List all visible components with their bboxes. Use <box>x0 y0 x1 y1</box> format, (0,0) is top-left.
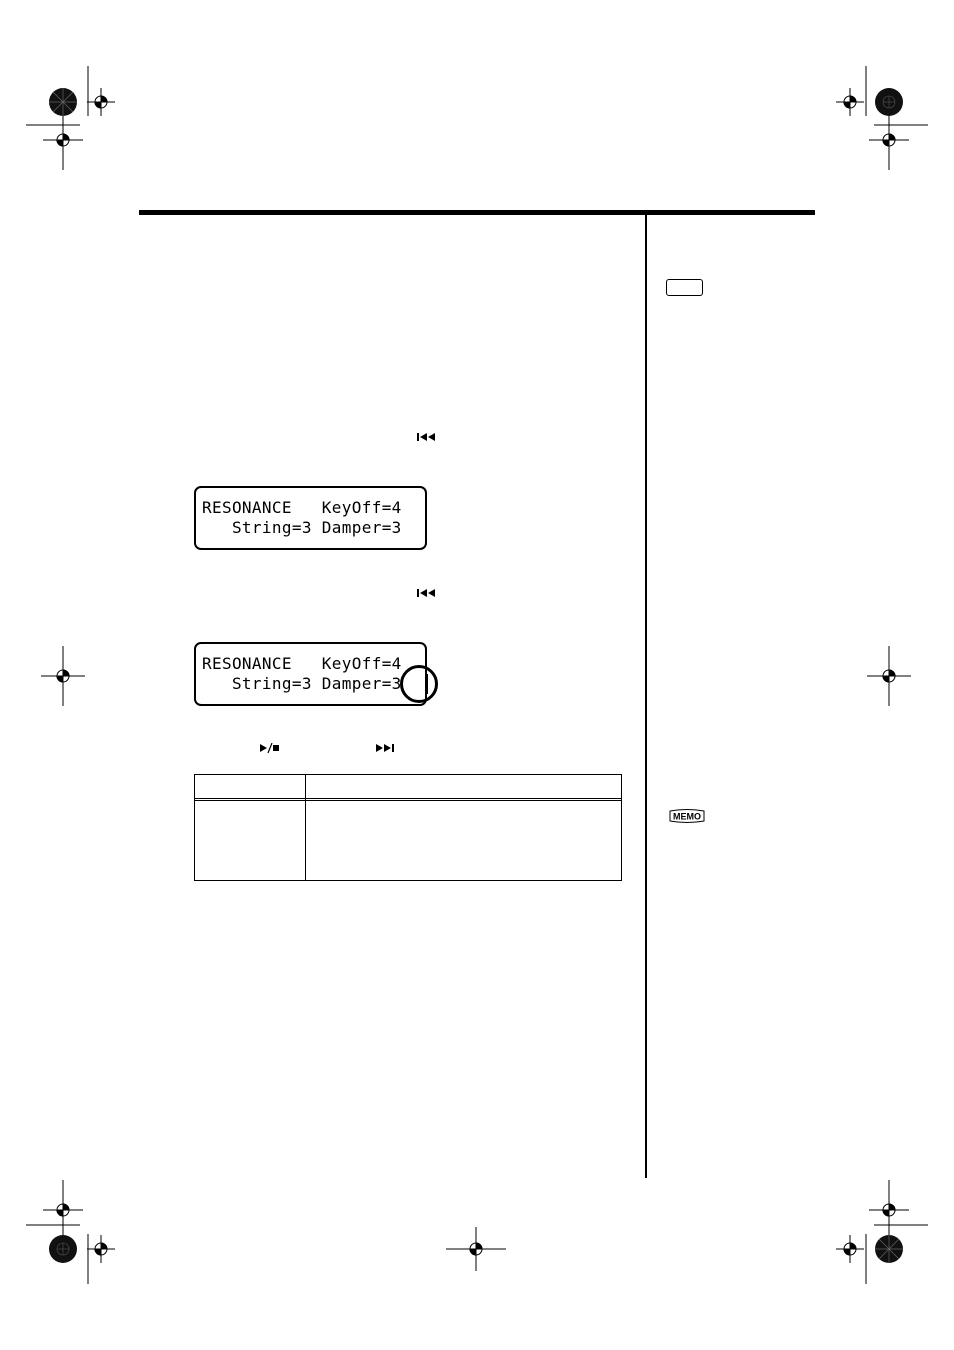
memo-label: MEMO <box>673 811 701 822</box>
registration-mark-icon <box>41 88 911 1271</box>
lcd-line-1: RESONANCE KeyOff=4 <box>202 498 402 517</box>
lcd-line-2: String=3 Damper=3 <box>202 518 402 537</box>
lcd-line-1: RESONANCE KeyOff=4 <box>202 654 402 673</box>
lcd-line-2: String=3 Damper=3 <box>202 674 402 693</box>
color-target-icon <box>49 88 903 1263</box>
